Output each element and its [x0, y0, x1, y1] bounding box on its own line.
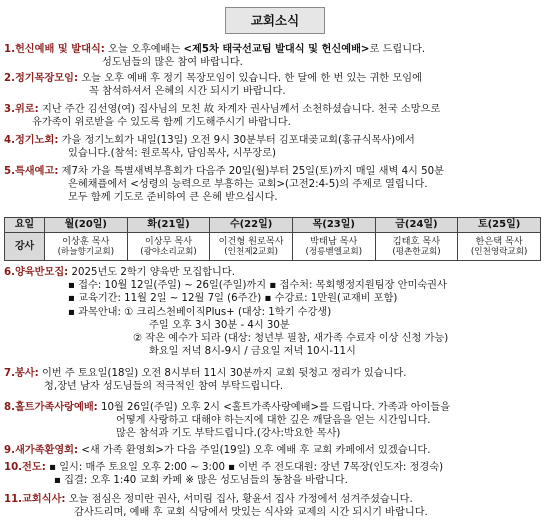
- item-text: 주일 오후 3시 30분 - 4시 30분: [149, 319, 290, 331]
- item-label: 10.전도:: [4, 462, 46, 473]
- item-text: 오늘 점심은 정미란 권사, 서미림 집사, 황윤서 집사 가정에서 섬겨주셨습니다.: [68, 494, 413, 505]
- news-item-5: [4, 165, 542, 205]
- item-text: 은혜채플에서 <성령의 능력으로 부흥하는 교회>(고전2:4-5)의 주제로 열립니다.: [68, 179, 428, 191]
- item-label: 11.교회식사:: [4, 494, 66, 505]
- item-text: ▪ 과목안내: ① 크리스천베이직Plus+ (대상: 1학기 수강생): [68, 306, 332, 318]
- news-item-1: [4, 43, 542, 69]
- item-text: ▪ 접수: 10월 12일(주일) ~ 26일(주일)까지 ▪ 접수처: 목회행정지원팀장 안미숙권사: [68, 280, 447, 292]
- news-item-11: [4, 493, 542, 519]
- item-text: 모두 함께 기도로 준비하여 큰 은혜 받으십시다.: [68, 192, 278, 204]
- item-label: 2.정기목장모임:: [4, 73, 79, 84]
- news-item-8: [4, 401, 542, 441]
- item-text: 로 드립니다.: [369, 44, 426, 55]
- item-text: 오늘 오후 예배 후 정기 목장모임이 있습니다. 한 달에 한 번 있는 귀한 모임에: [81, 73, 422, 84]
- item-text: 성도님들의 많은 참여 바랍니다.: [102, 57, 243, 69]
- table-header-cell: 월(20일): [45, 218, 128, 233]
- item-text: 이번 주 토요일(18일) 오전 8시부터 11시 30분까지 교회 뒷청고 정리가 있습니다.: [41, 368, 407, 379]
- table-cell: [292, 233, 375, 261]
- item-label: 5.특새예고:: [4, 166, 59, 177]
- item-text: 가을 정기노회가 내일(13일) 오전 9시 30분부터 김포대곶교회(홍규식목사)에서: [61, 135, 415, 146]
- table-header-cell: 수(22일): [210, 218, 293, 233]
- item-label: 7.봉사:: [4, 368, 39, 379]
- speaker-name: 이건형 원로목사: [218, 235, 284, 247]
- speaker-name: 김태호 목사: [392, 235, 441, 247]
- item-text: 꼭 참석하셔서 은혜의 시간 되시기 바랍니다.: [89, 86, 286, 98]
- item-text: 지난 주간 김선영(여) 집사님의 모친 故 차계자 권사님께서 소천하셨습니다. 천국 소망으로: [41, 104, 441, 115]
- item-text: 어떻게 사랑하고 대해야 하는지에 대한 깊은 깨달음을 얻는 시간입니다.: [116, 415, 431, 427]
- speaker-church: (평촌한교회): [392, 246, 441, 257]
- speaker-church: (정릉벧엘교회): [305, 246, 363, 257]
- revival-schedule-table: [4, 217, 541, 261]
- item-label: 9.새가족환영회:: [4, 445, 79, 456]
- speaker-church: (광야소리교회): [140, 246, 197, 257]
- speaker-church: (인천제2교회): [224, 246, 278, 257]
- item-text: 제7차 가을 특별새벽부흥회가 다음주 20일(월)부터 25일(토)까지 매일 새벽 4시 50분: [61, 166, 444, 177]
- table-header-cell: 목(23일): [292, 218, 375, 233]
- item-text: <새 가족 환영회>가 다음 주일(19일) 오후 예배 후 교회 카페에서 있겠습니다.: [81, 445, 431, 456]
- item-text: ▪ 일시: 매주 토요일 오후 2:00 ~ 3:00 ▪ 이번 주 전도대원: 장년 7목장(인도자: 정경숙): [49, 462, 444, 473]
- item-text: ▪ 교육기간: 11월 2일 ~ 12월 7일 (6주간) ▪ 수강료: 1만원(교재비 포함): [68, 293, 398, 305]
- item-text: ② 작은 예수가 되라 (대상: 청년부 필참, 새가족 수료자 이상 신청 가능): [133, 333, 449, 345]
- table-header-cell: 화(21일): [127, 218, 210, 233]
- news-item-3: [4, 103, 542, 129]
- speaker-church: (인천영락교회): [470, 246, 528, 257]
- item-text: 있습니다.(참석: 원로목사, 담임목사, 시무장로): [68, 148, 276, 160]
- table-cell: [127, 233, 210, 261]
- item-text: 2025년도 2학기 양육반 모집합니다.: [71, 267, 235, 278]
- item-label: 4.정기노회:: [4, 135, 59, 146]
- item-emphasis: <제5차 태국선교팀 발대식 및 헌신예배>: [183, 44, 370, 55]
- table-side-cell: 강사: [5, 233, 45, 261]
- news-item-9: [4, 444, 542, 457]
- table-header-cell: 토(25일): [458, 218, 541, 233]
- title-area: [0, 7, 550, 34]
- item-text: ▪ 집결: 오후 1:40 교회 카페 ※ 많은 성도님들의 동참을 바랍니다.: [54, 475, 348, 487]
- speaker-church: (하늘향기교회): [57, 246, 115, 257]
- news-item-2: [4, 72, 542, 98]
- table-row: [5, 233, 541, 261]
- item-text: 유가족이 위로받을 수 있도록 함께 기도해주시기 바랍니다.: [32, 117, 291, 129]
- table-cell: [210, 233, 293, 261]
- item-text: 10월 26일(주일) 오후 2시 <홀트가족사랑예배>를 드립니다. 가족과 아이들을: [101, 402, 451, 413]
- item-label: 1.헌신예배 및 발대식:: [4, 44, 105, 55]
- item-text: 많은 참석과 기도 부탁드립니다.(강사:박요한 목사): [116, 428, 341, 440]
- item-label: 6.양육반모집:: [4, 267, 69, 278]
- table-header-row: [5, 218, 541, 233]
- speaker-name: 이상훈 목사: [62, 235, 110, 247]
- table-cell: [458, 233, 541, 261]
- item-text: 화요일 저녁 8시-9시 / 금요일 저녁 10시-11시: [149, 346, 356, 358]
- item-label: 8.홀트가족사랑예배:: [4, 402, 98, 413]
- table-header-cell: 요일: [5, 218, 45, 233]
- news-item-4: [4, 134, 542, 160]
- item-text: 감사드리며, 예배 후 교회 식당에서 맛있는 식사와 교제의 시간 되시기 바랍니다.: [74, 507, 428, 519]
- speaker-name: 한은택 목사: [475, 235, 523, 247]
- news-item-7: [4, 367, 542, 393]
- speaker-name: 박태남 목사: [310, 235, 358, 247]
- item-text: 오늘 오후예배는: [108, 44, 184, 55]
- table-header-cell: 금(24일): [375, 218, 458, 233]
- table-cell: [375, 233, 458, 261]
- item-text: 청,장년 남자 성도님들의 적극적인 참여 부탁드립니다.: [44, 381, 284, 393]
- speaker-name: 이상무 목사: [144, 235, 193, 247]
- table-cell: [45, 233, 128, 261]
- news-item-6: [4, 266, 542, 358]
- page-title: 교회소식: [225, 7, 325, 34]
- news-item-10: [4, 461, 542, 487]
- item-label: 3.위로:: [4, 104, 39, 115]
